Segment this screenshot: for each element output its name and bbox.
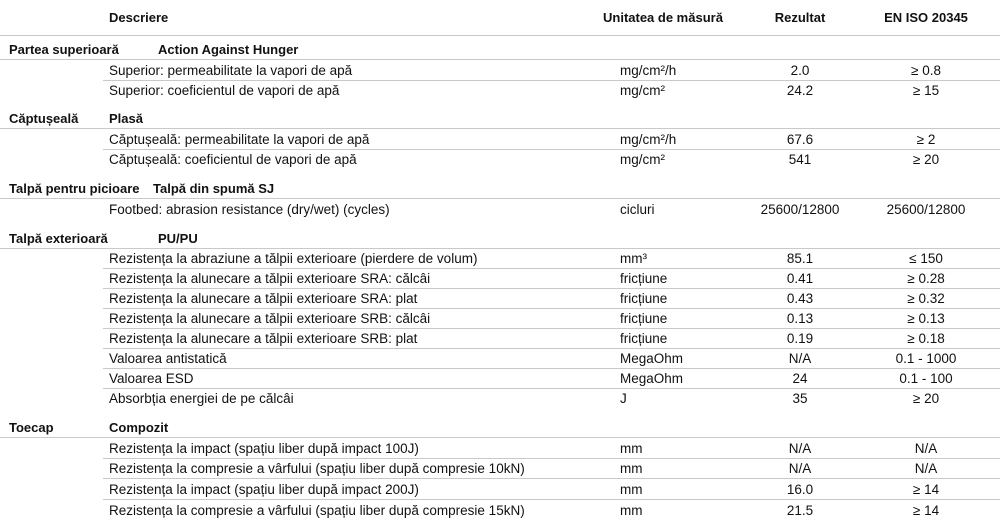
section-material: PU/PU xyxy=(158,231,198,246)
row-unit: J xyxy=(620,391,627,406)
table-row xyxy=(0,248,1000,268)
row-unit: fricțiune xyxy=(620,271,668,286)
section-name: Partea superioară xyxy=(9,42,119,57)
row-unit: mg/cm² xyxy=(620,83,665,98)
table-row xyxy=(0,388,1000,408)
row-unit: cicluri xyxy=(620,202,655,217)
row-description: Valoarea ESD xyxy=(109,371,194,386)
row-unit: mg/cm² xyxy=(620,152,665,167)
section-outsole xyxy=(0,228,1000,248)
table-row xyxy=(0,308,1000,328)
section-material: Compozit xyxy=(109,420,169,435)
table-row xyxy=(0,458,1000,478)
row-description: Rezistența la alunecare a tălpii exterioare SRB: plat xyxy=(109,331,418,346)
section-footbed xyxy=(0,178,1000,198)
row-result: N/A xyxy=(788,351,812,366)
row-result: 0.43 xyxy=(786,291,814,306)
row-description: Rezistența la compresie a vârfului (spațiu liber după compresie 15kN) xyxy=(109,503,525,518)
row-unit: mm xyxy=(620,482,643,497)
row-unit: fricțiune xyxy=(620,291,668,306)
row-result: 0.41 xyxy=(786,271,814,286)
table-row xyxy=(0,80,1000,100)
row-unit: fricțiune xyxy=(620,331,668,346)
row-unit: mm³ xyxy=(620,251,647,266)
section-material: Plasă xyxy=(109,111,143,126)
row-standard: ≥ 14 xyxy=(912,503,940,518)
section-toecap xyxy=(0,417,1000,437)
row-description: Căptușeală: permeabilitate la vapori de apă xyxy=(109,132,370,147)
row-standard: ≥ 0.18 xyxy=(907,331,945,346)
table-row xyxy=(0,348,1000,368)
row-description: Superior: coeficientul de vapori de apă xyxy=(109,83,340,98)
section-lining xyxy=(0,108,1000,128)
row-standard: N/A xyxy=(914,461,938,476)
row-standard: ≥ 0.28 xyxy=(907,271,945,286)
table-row xyxy=(0,479,1000,499)
row-description: Footbed: abrasion resistance (dry/wet) (cycles) xyxy=(109,202,390,217)
header-divider xyxy=(0,35,1000,36)
table-row xyxy=(0,129,1000,149)
row-result: 35 xyxy=(792,391,808,406)
table-row xyxy=(0,149,1000,169)
row-standard: 25600/12800 xyxy=(886,202,966,217)
section-material: Talpă din spumă SJ xyxy=(153,181,275,196)
row-description: Rezistența la impact (spațiu liber după impact 100J) xyxy=(109,441,419,456)
row-standard: ≥ 15 xyxy=(912,83,940,98)
row-description: Căptușeală: coeficientul de vapori de apă xyxy=(109,152,357,167)
row-standard: ≥ 0.13 xyxy=(907,311,945,326)
header-unit: Unitatea de măsură xyxy=(603,10,723,25)
row-standard: ≤ 150 xyxy=(909,251,943,266)
row-standard: ≥ 20 xyxy=(912,152,940,167)
section-name: Căptușeală xyxy=(9,111,79,126)
row-description: Rezistența la abraziune a tălpii exterioare (pierdere de volum) xyxy=(109,251,478,266)
row-description: Superior: permeabilitate la vapori de apă xyxy=(109,63,353,78)
row-result: 24.2 xyxy=(786,83,814,98)
section-name: Talpă pentru picioare xyxy=(9,181,140,196)
header-standard: EN ISO 20345 xyxy=(884,10,968,25)
row-standard: ≥ 0.32 xyxy=(907,291,945,306)
row-unit: MegaOhm xyxy=(620,371,684,386)
row-result: N/A xyxy=(788,441,812,456)
row-description: Absorbția energiei de pe călcâi xyxy=(109,391,294,406)
row-unit: mm xyxy=(620,441,643,456)
row-result: 541 xyxy=(788,152,812,167)
row-result: 21.5 xyxy=(786,503,814,518)
row-standard: ≥ 0.8 xyxy=(911,63,941,78)
table-header xyxy=(0,0,1000,36)
row-description: Rezistența la alunecare a tălpii exterioare SRB: călcâi xyxy=(109,311,431,326)
row-description: Rezistența la impact (spațiu liber după impact 200J) xyxy=(109,482,419,497)
row-result: 67.6 xyxy=(786,132,814,147)
row-description: Rezistența la alunecare a tălpii exterioare SRA: călcâi xyxy=(109,271,431,286)
row-result: 0.19 xyxy=(786,331,814,346)
row-standard: ≥ 20 xyxy=(912,391,940,406)
row-standard: ≥ 14 xyxy=(912,482,940,497)
table-row xyxy=(0,438,1000,458)
row-unit: mg/cm²/h xyxy=(620,63,677,78)
row-unit: fricțiune xyxy=(620,311,668,326)
row-unit: mm xyxy=(620,503,643,518)
table-row xyxy=(0,199,1000,219)
row-standard: N/A xyxy=(914,441,938,456)
row-result: 24 xyxy=(792,371,808,386)
section-name: Toecap xyxy=(9,420,54,435)
table-row xyxy=(0,288,1000,308)
row-unit: MegaOhm xyxy=(620,351,684,366)
table-row xyxy=(0,368,1000,388)
section-upper xyxy=(0,39,1000,59)
row-result: 0.13 xyxy=(786,311,814,326)
table-row xyxy=(0,500,1000,520)
row-description: Valoarea antistatică xyxy=(109,351,227,366)
row-standard: ≥ 2 xyxy=(916,132,936,147)
row-description: Rezistența la compresie a vârfului (spațiu liber după compresie 10kN) xyxy=(109,461,525,476)
header-description: Descriere xyxy=(109,10,169,25)
table-row xyxy=(0,268,1000,288)
table-row xyxy=(0,60,1000,80)
row-standard: 0.1 - 1000 xyxy=(895,351,957,366)
table-row xyxy=(0,328,1000,348)
row-standard: 0.1 - 100 xyxy=(899,371,953,386)
section-material: Action Against Hunger xyxy=(158,42,299,57)
row-result: 25600/12800 xyxy=(760,202,840,217)
row-result: N/A xyxy=(788,461,812,476)
row-result: 16.0 xyxy=(786,482,814,497)
section-name: Talpă exterioară xyxy=(9,231,108,246)
row-unit: mm xyxy=(620,461,643,476)
row-description: Rezistența la alunecare a tălpii exterioare SRA: plat xyxy=(109,291,418,306)
row-result: 85.1 xyxy=(786,251,814,266)
header-result: Rezultat xyxy=(774,10,826,25)
row-unit: mg/cm²/h xyxy=(620,132,677,147)
row-result: 2.0 xyxy=(790,63,810,78)
